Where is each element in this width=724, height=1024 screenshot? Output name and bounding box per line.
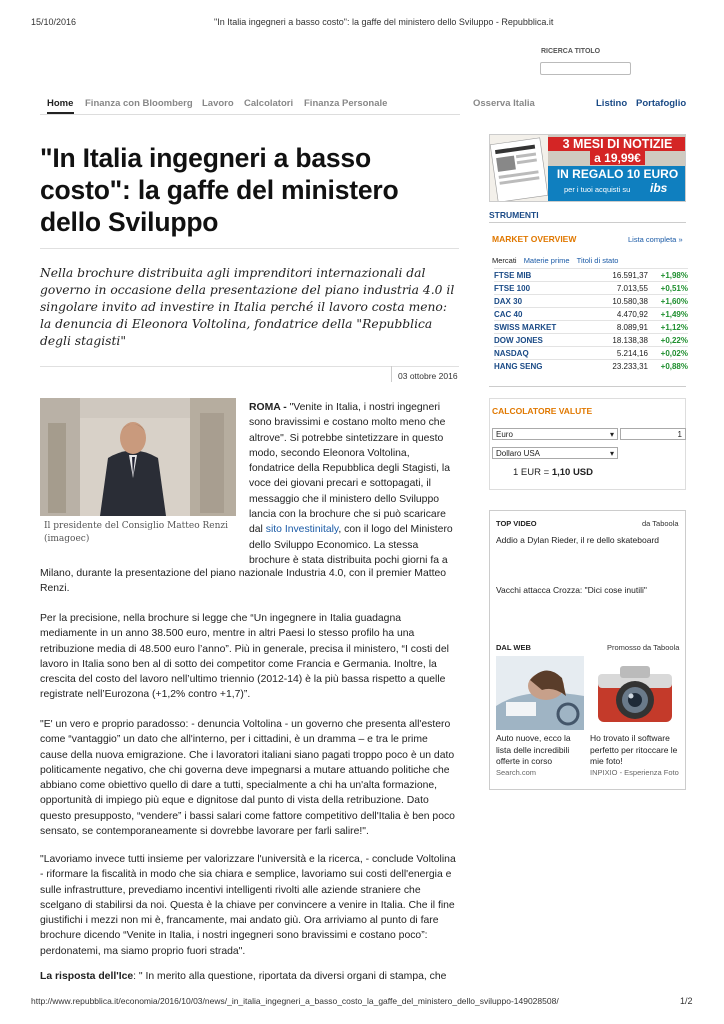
ice-response-label: La risposta dell'Ice [40, 971, 134, 982]
camera-icon [590, 656, 680, 730]
paragraph-4: "Lavoriamo invece tutti insieme per valorizzare l'università e la ricerca, - conclude Voltolina - riformare la fiscalità in modo che sia chiara e semplice, lavoriamo sui costi dell'energia e sulle infrastrutture, prevediamo incentivi intelligenti rivolti alle aziende straniere che scelgano di stabilirsi da noi. Questa è la chiave per convincere a venire in Italia. Che il fine giustifichi i mezzi non mi è, francamente, mai andato giù. Ora arriviamo al punto di fare brochure dicendo “Venite in Italia, i nostri ingegneri sono bravissimi e costano poco”: perdonatemi, ma siamo proprio fuori strada". [40, 854, 456, 957]
conversion-prefix: 1 EUR = [513, 467, 552, 478]
print-title: "In Italia ingegneri a basso costo": la gaffe del ministero dello Sviluppo - Repubblica.it [214, 17, 554, 27]
photo-caption: Il presidente del Consiglio Matteo Renzi (imagoec) [44, 521, 229, 544]
article-title: "In Italia ingegneri a basso costo": la gaffe del ministero dello Sviluppo [40, 143, 399, 237]
lead-continuation: Milano, durante la presentazione del piano nazionale Industria 4.0, con il premier Matteo Renzi. [40, 568, 447, 595]
dal-web-source: Promosso da Taboola [607, 643, 680, 652]
renzi-photo-image [40, 398, 236, 516]
market-divider [489, 386, 686, 387]
to-currency-value: Dollaro USA [496, 448, 541, 458]
tab-titoli-stato[interactable]: Titoli di stato [576, 256, 619, 265]
from-currency-value: Euro [496, 429, 513, 439]
video-link-1[interactable]: Addio a Dylan Rieder, il re dello skateboard [496, 535, 660, 545]
banner-line-4: per i tuoi acquisti su [564, 185, 631, 194]
investinitaly-link[interactable]: sito Investinitaly [265, 524, 339, 536]
date-divider [40, 366, 459, 367]
paragraph-2: Per la precisione, nella brochure si legge che “Un ingegnere in Italia guadagna mediamente in un anno 38.500 euro, mentre in altri Paesi lo stesso profilo ha una retribuzione media di 48.500 euro l’anno”. Più in generale, precisa il ministero, “I costi del lavoro in Italia sono ben al di sotto dei competitor come Francia e Germania. Inoltre, la crescita del costo del lavoro nell’ultimo triennio (2012-14) è la più bassa rispetto a quelle registrate nell’Eurozona (+1,2% contro +1,7)”. [40, 613, 449, 701]
article-summary: Nella brochure distribuita agli imprenditori internazionali dal governo in occasione della presentazione del piano industria 4.0 il singolare invito ad investire in Italia perché il lavoro costa meno: la denuncia di Eleonora Voltolina, fondatrice della "Repubblica degli stagisti" [40, 266, 455, 348]
market-row[interactable]: DOW JONES 18.138,38 +0,22% [494, 333, 688, 346]
top-video-source: da Taboola [642, 519, 679, 528]
market-full-list-link[interactable]: Lista completa » [628, 235, 683, 244]
conversion-value: 1,10 USD [551, 467, 593, 478]
tools-label: STRUMENTI [489, 210, 539, 220]
tab-materie-prime[interactable]: Materie prime [523, 256, 570, 265]
dropdown-arrow-icon: ▾ [609, 429, 614, 439]
article-date: 03 ottobre 2016 [398, 371, 458, 381]
nav-lavoro[interactable]: Lavoro [202, 98, 234, 109]
tab-mercati[interactable]: Mercati [492, 256, 517, 265]
ibs-logo: ibs [650, 181, 668, 195]
market-row[interactable]: CAC 40 4.470,92 +1,49% [494, 307, 688, 320]
software-ad-source: INPIXIO - Esperienza Foto [590, 768, 679, 777]
nav-calcolatori[interactable]: Calcolatori [244, 98, 294, 109]
market-overview-title: MARKET OVERVIEW [492, 234, 577, 244]
conversion-result [513, 467, 593, 478]
market-tabs [492, 256, 618, 265]
main-nav [47, 98, 687, 112]
market-row[interactable]: HANG SENG 23.233,31 +0,88% [494, 359, 688, 372]
auto-ad-text[interactable]: Auto nuove, ecco la lista delle incredibili offerte in corso [496, 733, 571, 766]
market-row[interactable]: SWISS MARKET 8.089,91 +1,12% [494, 320, 688, 333]
market-row[interactable]: FTSE MIB 16.591,37 +1,98% [494, 268, 688, 281]
market-table [494, 268, 688, 372]
nav-home-underline [47, 112, 74, 114]
dal-web-title: DAL WEB [496, 643, 531, 652]
print-page-number: 1/2 [680, 996, 693, 1006]
dropdown-arrow-icon: ▾ [609, 448, 614, 458]
search-input[interactable] [540, 62, 631, 75]
to-currency-select[interactable] [492, 447, 618, 459]
print-date: 15/10/2016 [31, 17, 77, 27]
lead-paragraph [249, 400, 457, 568]
from-currency-select[interactable] [492, 428, 618, 440]
software-ad-image[interactable] [590, 656, 680, 730]
article-photo[interactable] [40, 398, 236, 516]
date-separator [391, 366, 392, 382]
print-url: http://www.repubblica.it/economia/2016/10/03/news/_in_italia_ingegneri_a_basso_costo_la_gaffe_del_ministero_dello_sviluppo-149028508/ [31, 996, 559, 1006]
lead-text-2: , con il logo del Ministero dello Sviluppo Economico. La stessa brochure è stata distribuita pochi giorni fa a [249, 524, 453, 566]
auto-ad-source: Search.com [496, 768, 537, 777]
market-row[interactable]: DAX 30 10.580,38 +1,60% [494, 294, 688, 307]
banner-line-1: 3 MESI DI NOTIZIE [548, 137, 686, 151]
software-ad-text[interactable]: Ho trovato il software perfetto per ritoccare le mie foto! [590, 733, 678, 766]
nav-osserva-italia[interactable]: Osserva Italia [473, 98, 535, 109]
amount-input[interactable]: 1 [620, 428, 686, 440]
banner-line-2: a 19,99€ [590, 151, 645, 165]
top-video-title: TOP VIDEO [496, 519, 537, 528]
lead-city: ROMA - [249, 402, 287, 413]
subscription-banner[interactable] [489, 134, 686, 202]
paragraph-5 [40, 969, 458, 984]
market-row[interactable]: FTSE 100 7.013,55 +0,51% [494, 281, 688, 294]
converter-title: CALCOLATORE VALUTE [492, 406, 593, 416]
tools-divider [489, 222, 686, 223]
paragraph-3: "E' un vero e proprio paradosso: - denuncia Voltolina - un governo che presenta all'estero come “vantaggio” un dato che all'interno, per i cittadini, è un dramma – e tra le prime cause della nuova emigrazione. Che i lavoratori italiani siano pagati troppo poco è un dato politicamente negativo, che chi governa deve impegnarsi a mutare attuando politiche che abbiano come obiettivo quello di dare a tutti, specialmente a chi ha un'alta formazione, opportunità di impiego più eque e dignitose dal punto di vista della retribuzione. Dato questo presupposto, “vendere” i bassi salari come fattore competitivo dell'Italia è ben poco sensato, se contemporaneamente si dovrebbe lavorare per farli salire!". [40, 719, 455, 838]
newspaper-icon [490, 135, 550, 202]
car-interior-image [496, 656, 584, 730]
search-label: RICERCA TITOLO [541, 48, 601, 55]
title-divider [40, 248, 459, 249]
nav-portafoglio[interactable]: Portafoglio [636, 98, 687, 109]
market-row[interactable]: NASDAQ 5.214,16 +0,02% [494, 346, 688, 359]
nav-finanza-personale[interactable]: Finanza Personale [304, 98, 388, 109]
auto-ad-image[interactable] [496, 656, 584, 730]
nav-finanza-bloomberg[interactable]: Finanza con Bloomberg [85, 98, 193, 109]
nav-listino[interactable]: Listino [596, 98, 628, 109]
nav-home[interactable]: Home [47, 98, 74, 109]
lead-text-1: "Venite in Italia, i nostri ingegneri sono bravissimi e costano molto meno che altrove". Si potrebbe sintetizzare in questo modo, secondo Eleonora Voltolina, fondatrice della Repubblica degli Stagisti, la voce dei giovani precari e sottopagati, il messaggio che il ministero dello Sviluppo lancia con la brochure che si può scaricare dal [249, 402, 451, 536]
video-link-2[interactable]: Vacchi attacca Crozza: "Dici cose inutili" [496, 585, 647, 595]
nav-divider [40, 114, 460, 115]
ice-response-text: : " In merito alla questione, riportata da diversi organi di stampa, che [133, 971, 447, 982]
banner-line-3: IN REGALO 10 EURO [556, 167, 679, 181]
